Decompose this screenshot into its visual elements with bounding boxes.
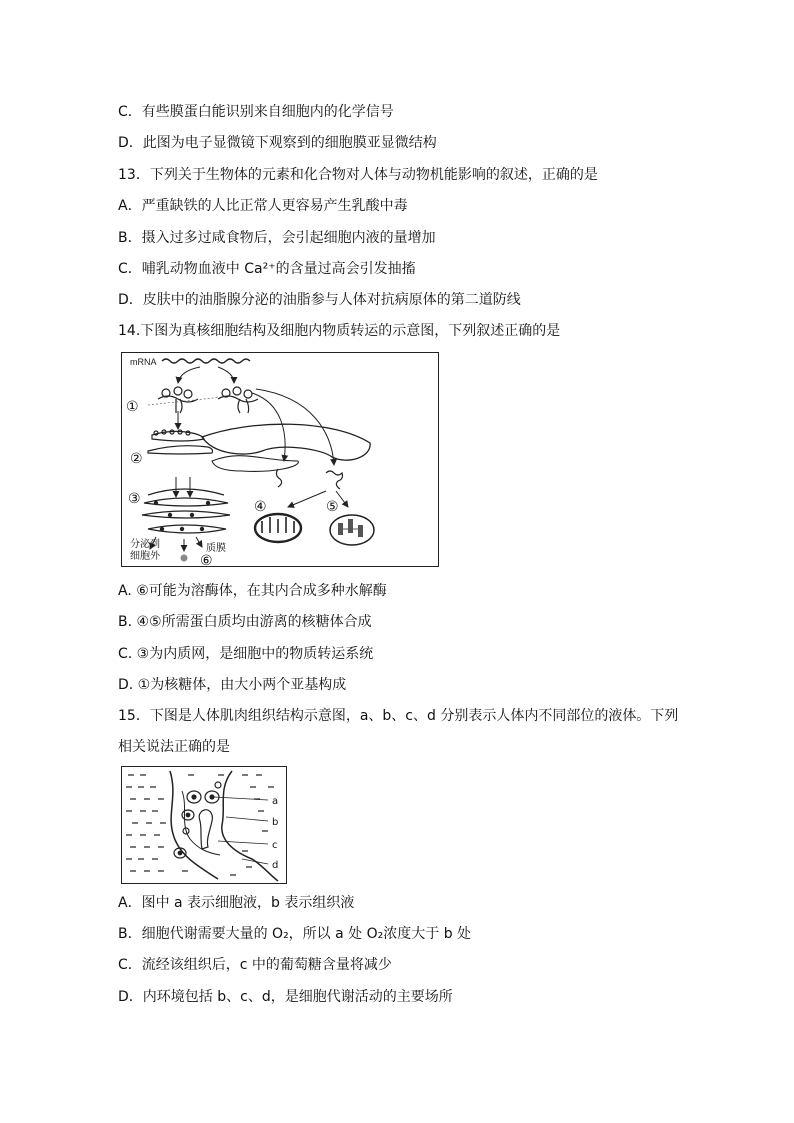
label-a: a <box>272 796 279 807</box>
label-c: c <box>272 840 278 851</box>
q15-stem-line1: 15．下图是人体肌肉组织结构示意图，a、b、c、d 分别表示人体内不同部位的液体。下列 <box>118 708 679 724</box>
q13-option-d: D．皮肤中的油脂腺分泌的油脂参与人体对抗病原体的第二道防线 <box>118 292 521 308</box>
mark-4: ④ <box>254 499 267 515</box>
tissue-background <box>126 775 274 875</box>
mark-3: ③ <box>128 491 141 507</box>
mrna-label: mRNA <box>130 357 157 367</box>
arrow-mrna-ribosome-2 <box>218 367 234 383</box>
arrow-to-cytosol <box>252 393 285 461</box>
q13-option-c: C．哺乳动物血液中 Ca²⁺的含量过高会引发抽搐 <box>118 261 416 277</box>
secrete-label-2: 细胞外 <box>130 551 160 562</box>
er-cisterna <box>212 456 298 472</box>
q12-option-d: D．此图为电子显微镜下观察到的细胞膜亚显微结构 <box>118 135 437 151</box>
rough-er <box>148 430 213 454</box>
q14-option-b: B. ④⑤所需蛋白质均由游离的核糖体合成 <box>118 614 372 630</box>
q15-tissue-figure <box>121 766 287 884</box>
mark-2: ② <box>130 451 143 467</box>
q15-option-a: A．图中 a 表示细胞液，b 表示组织液 <box>118 895 355 911</box>
lymph-vessel <box>199 810 212 849</box>
chloroplast <box>330 515 374 545</box>
mrna-strand <box>162 359 250 363</box>
mark-5: ⑤ <box>326 499 339 515</box>
q15-option-d: D．内环境包括 b、c、d，是细胞代谢活动的主要场所 <box>118 989 453 1005</box>
q14-option-a: A. ⑥可能为溶酶体，在其内合成多种水解酶 <box>118 583 387 599</box>
arrow-to-organelles <box>256 389 334 465</box>
mark-1: ① <box>126 399 139 415</box>
q13-option-b: B．摄入过多过咸食物后，会引起细胞内液的量增加 <box>118 230 436 246</box>
membrane-label: 质膜 <box>206 543 226 554</box>
protein-squiggle-2 <box>326 471 343 489</box>
q14-stem: 14.下图为真核细胞结构及细胞内物质转运的示意图，下列叙述正确的是 <box>118 323 561 339</box>
secrete-label-1: 分泌到 <box>130 539 160 550</box>
arrow-mrna-ribosome-1 <box>178 367 200 383</box>
protein-squiggle-1 <box>276 469 281 487</box>
vesicle-6 <box>181 555 188 562</box>
golgi-apparatus <box>142 489 230 533</box>
arrow-to-mitochondrion <box>288 491 326 507</box>
q13-option-a: A．严重缺铁的人比正常人更容易产生乳酸中毒 <box>118 198 408 214</box>
q12-option-c: C．有些膜蛋白能识别来自细胞内的化学信号 <box>118 104 394 120</box>
mitochondrion <box>255 514 301 542</box>
q14-cell-figure <box>121 352 439 567</box>
label-b: b <box>272 817 279 828</box>
nuclear-envelope <box>202 424 370 460</box>
label-d: d <box>272 860 279 871</box>
mark-6: ⑥ <box>200 553 213 566</box>
ribosome-cluster-2 <box>218 387 258 413</box>
q15-option-c: C．流经该组织后，c 中的葡萄糖含量将减少 <box>118 957 392 973</box>
q13-stem: 13．下列关于生物体的元素和化合物对人体与动物机能影响的叙述，正确的是 <box>118 167 598 183</box>
arrow-membrane <box>196 537 202 547</box>
q15-stem-line2: 相关说法正确的是 <box>118 739 230 755</box>
q14-option-d: D. ①为核糖体，由大小两个亚基构成 <box>118 677 347 693</box>
q14-option-c: C. ③为内质网，是细胞中的物质转运系统 <box>118 646 374 662</box>
q15-option-b: B．细胞代谢需要大量的 O₂，所以 a 处 O₂浓度大于 b 处 <box>118 926 472 942</box>
